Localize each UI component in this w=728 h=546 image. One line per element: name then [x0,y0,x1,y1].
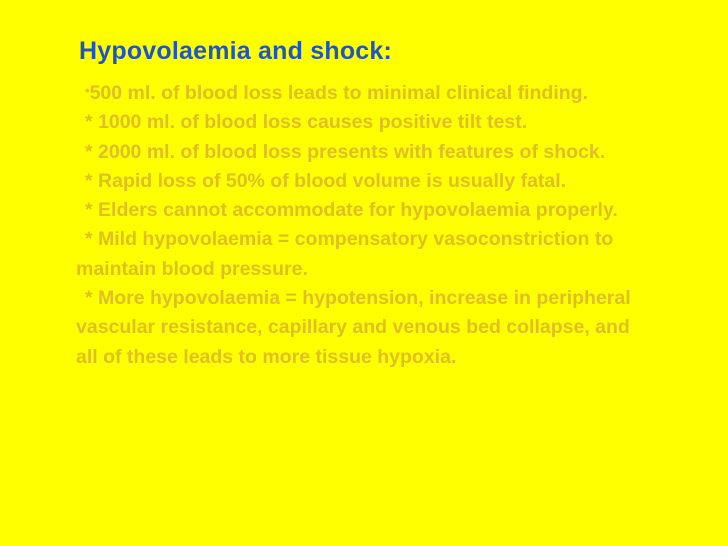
point-text: 500 ml. of blood loss leads to minimal clinical finding. [89,82,588,104]
point-text: 1000 ml. of blood loss causes positive tilt test. [98,111,528,134]
point-2000ml [76,138,656,167]
point-500ml [76,76,656,108]
point-text: 2000 ml. of blood loss presents with features of shock. [98,140,606,163]
bullet-asterisk: * [85,140,99,163]
point-text: More hypovolaemia = hypotension, increase in peripheral vascular resistance, capillary and venous bed collapse, and all of these leads to more tissue hypoxia. [76,287,631,368]
point-elders [76,196,656,225]
point-text: Rapid loss of 50% of blood volume is usually fatal. [98,169,567,192]
bullet-asterisk: * [85,199,99,222]
point-text: Mild hypovolaemia = compensatory vasoconstriction to maintain blood pressure. [76,228,614,280]
slide-body [76,76,656,372]
point-rapid-loss [76,167,656,196]
bullet-asterisk: * [85,228,99,251]
point-mild-hypovolaemia [76,225,656,284]
bullet-asterisk: * [85,287,99,310]
bullet-asterisk: * [85,111,99,134]
point-text: Elders cannot accommodate for hypovolaemia properly. [98,199,618,222]
point-1000ml [76,108,656,137]
point-more-hypovolaemia [76,284,656,372]
slide-title: Hypovolaemia and shock: [79,37,393,65]
bullet-dot: • [85,83,90,98]
bullet-asterisk: * [85,169,99,192]
